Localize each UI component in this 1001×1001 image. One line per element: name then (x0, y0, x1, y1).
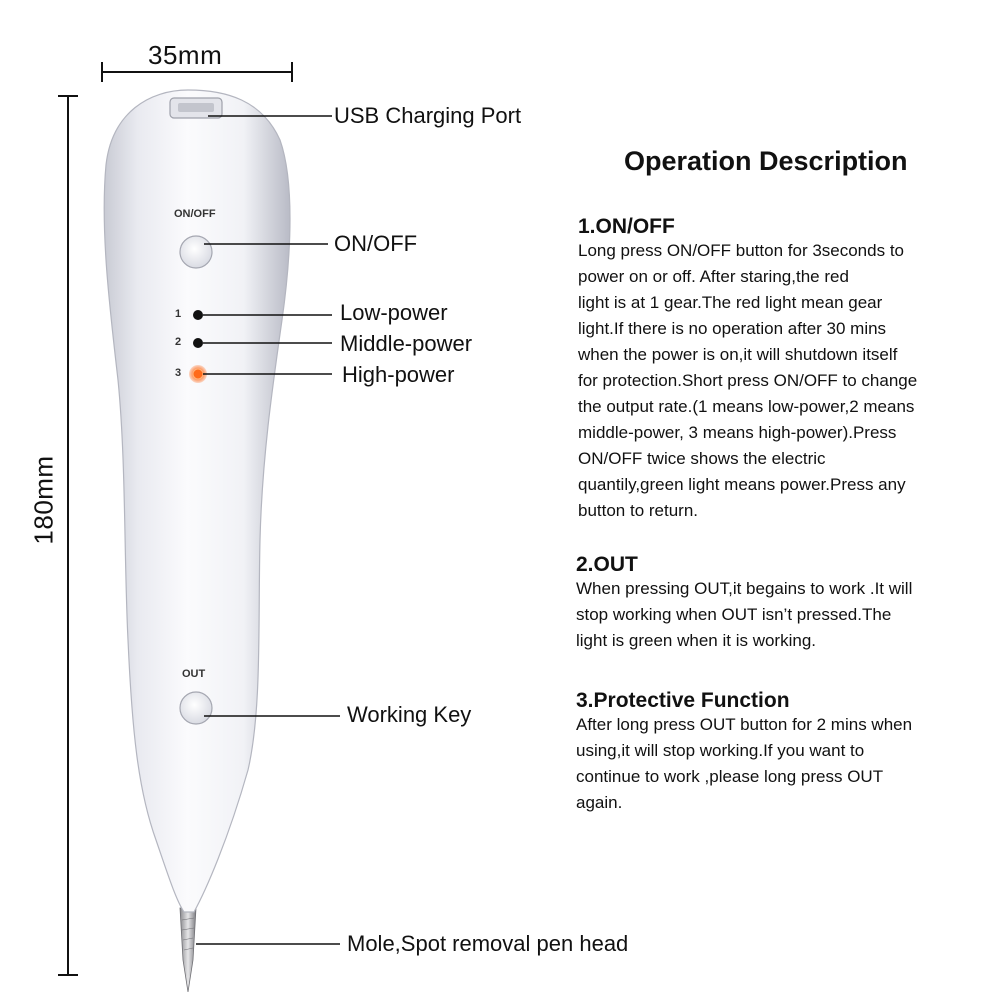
middle-power-label: Middle-power (340, 331, 473, 356)
working-key-label: Working Key (347, 702, 472, 727)
section-on-off-line: for protection.Short press ON/OFF to change (578, 371, 918, 390)
pen-gear-number-3: 3 (175, 367, 182, 379)
pen-on-off-label: ON/OFF (174, 208, 216, 220)
indicator-light-1 (193, 310, 203, 320)
indicator-light-2 (193, 338, 203, 348)
section-out-line: When pressing OUT,it begains to work .It will (576, 579, 913, 598)
section-on-off-heading: 1.ON/OFF (578, 215, 675, 238)
pen-tip (180, 908, 196, 992)
section-protective-function-line: continue to work ,please long press OUT (576, 767, 884, 786)
high-power-label: High-power (342, 362, 455, 387)
section-on-off-line: quantily,green light means power.Press any (578, 475, 906, 494)
section-protective-function-line: using,it will stop working.If you want to (576, 741, 865, 760)
section-on-off-line: light is at 1 gear.The red light mean gear (578, 293, 883, 312)
height-dimension-line (58, 96, 78, 975)
pen-gear-number-1: 1 (175, 308, 182, 320)
section-protective-function (576, 690, 986, 816)
on-off-callout-label: ON/OFF (334, 231, 418, 256)
section-out-line: stop working when OUT isn’t pressed.The (576, 605, 892, 624)
pen-head-label: Mole,Spot removal pen head (347, 931, 629, 956)
indicator-light-3 (193, 369, 203, 379)
pen-out-label: OUT (182, 668, 206, 680)
section-out-heading: 2.OUT (576, 553, 638, 576)
pen-gear-number-2: 2 (175, 336, 182, 348)
out-button[interactable] (180, 692, 212, 724)
section-protective-function-line: After long press OUT button for 2 mins when (576, 715, 913, 734)
low-power-label: Low-power (340, 300, 448, 325)
on-off-button[interactable] (180, 236, 212, 268)
section-on-off-line: button to return. (578, 501, 699, 520)
section-on-off-line: ON/OFF twice shows the electric (578, 449, 826, 468)
section-protective-function-heading: 3.Protective Function (576, 689, 790, 712)
section-on-off-line: power on or off. After staring,the red (578, 267, 849, 286)
operation-description-title: Operation Description (624, 146, 908, 176)
height-dimension-label: 180mm (28, 455, 59, 545)
section-on-off-line: Long press ON/OFF button for 3seconds to (578, 241, 904, 260)
section-out (576, 554, 986, 654)
usb-charging-port-label: USB Charging Port (334, 103, 522, 128)
section-protective-function-line: again. (576, 793, 623, 812)
section-on-off-line: the output rate.(1 means low-power,2 means (578, 397, 915, 416)
width-dimension-label: 35mm (148, 40, 223, 70)
section-on-off (578, 216, 988, 524)
section-on-off-line: middle-power, 3 means high-power).Press (578, 423, 897, 442)
section-on-off-line: when the power is on,it will shutdown itself (578, 345, 898, 364)
section-on-off-line: light.If there is no operation after 30 mins (578, 319, 887, 338)
section-out-line: light is green when it is working. (576, 631, 817, 650)
